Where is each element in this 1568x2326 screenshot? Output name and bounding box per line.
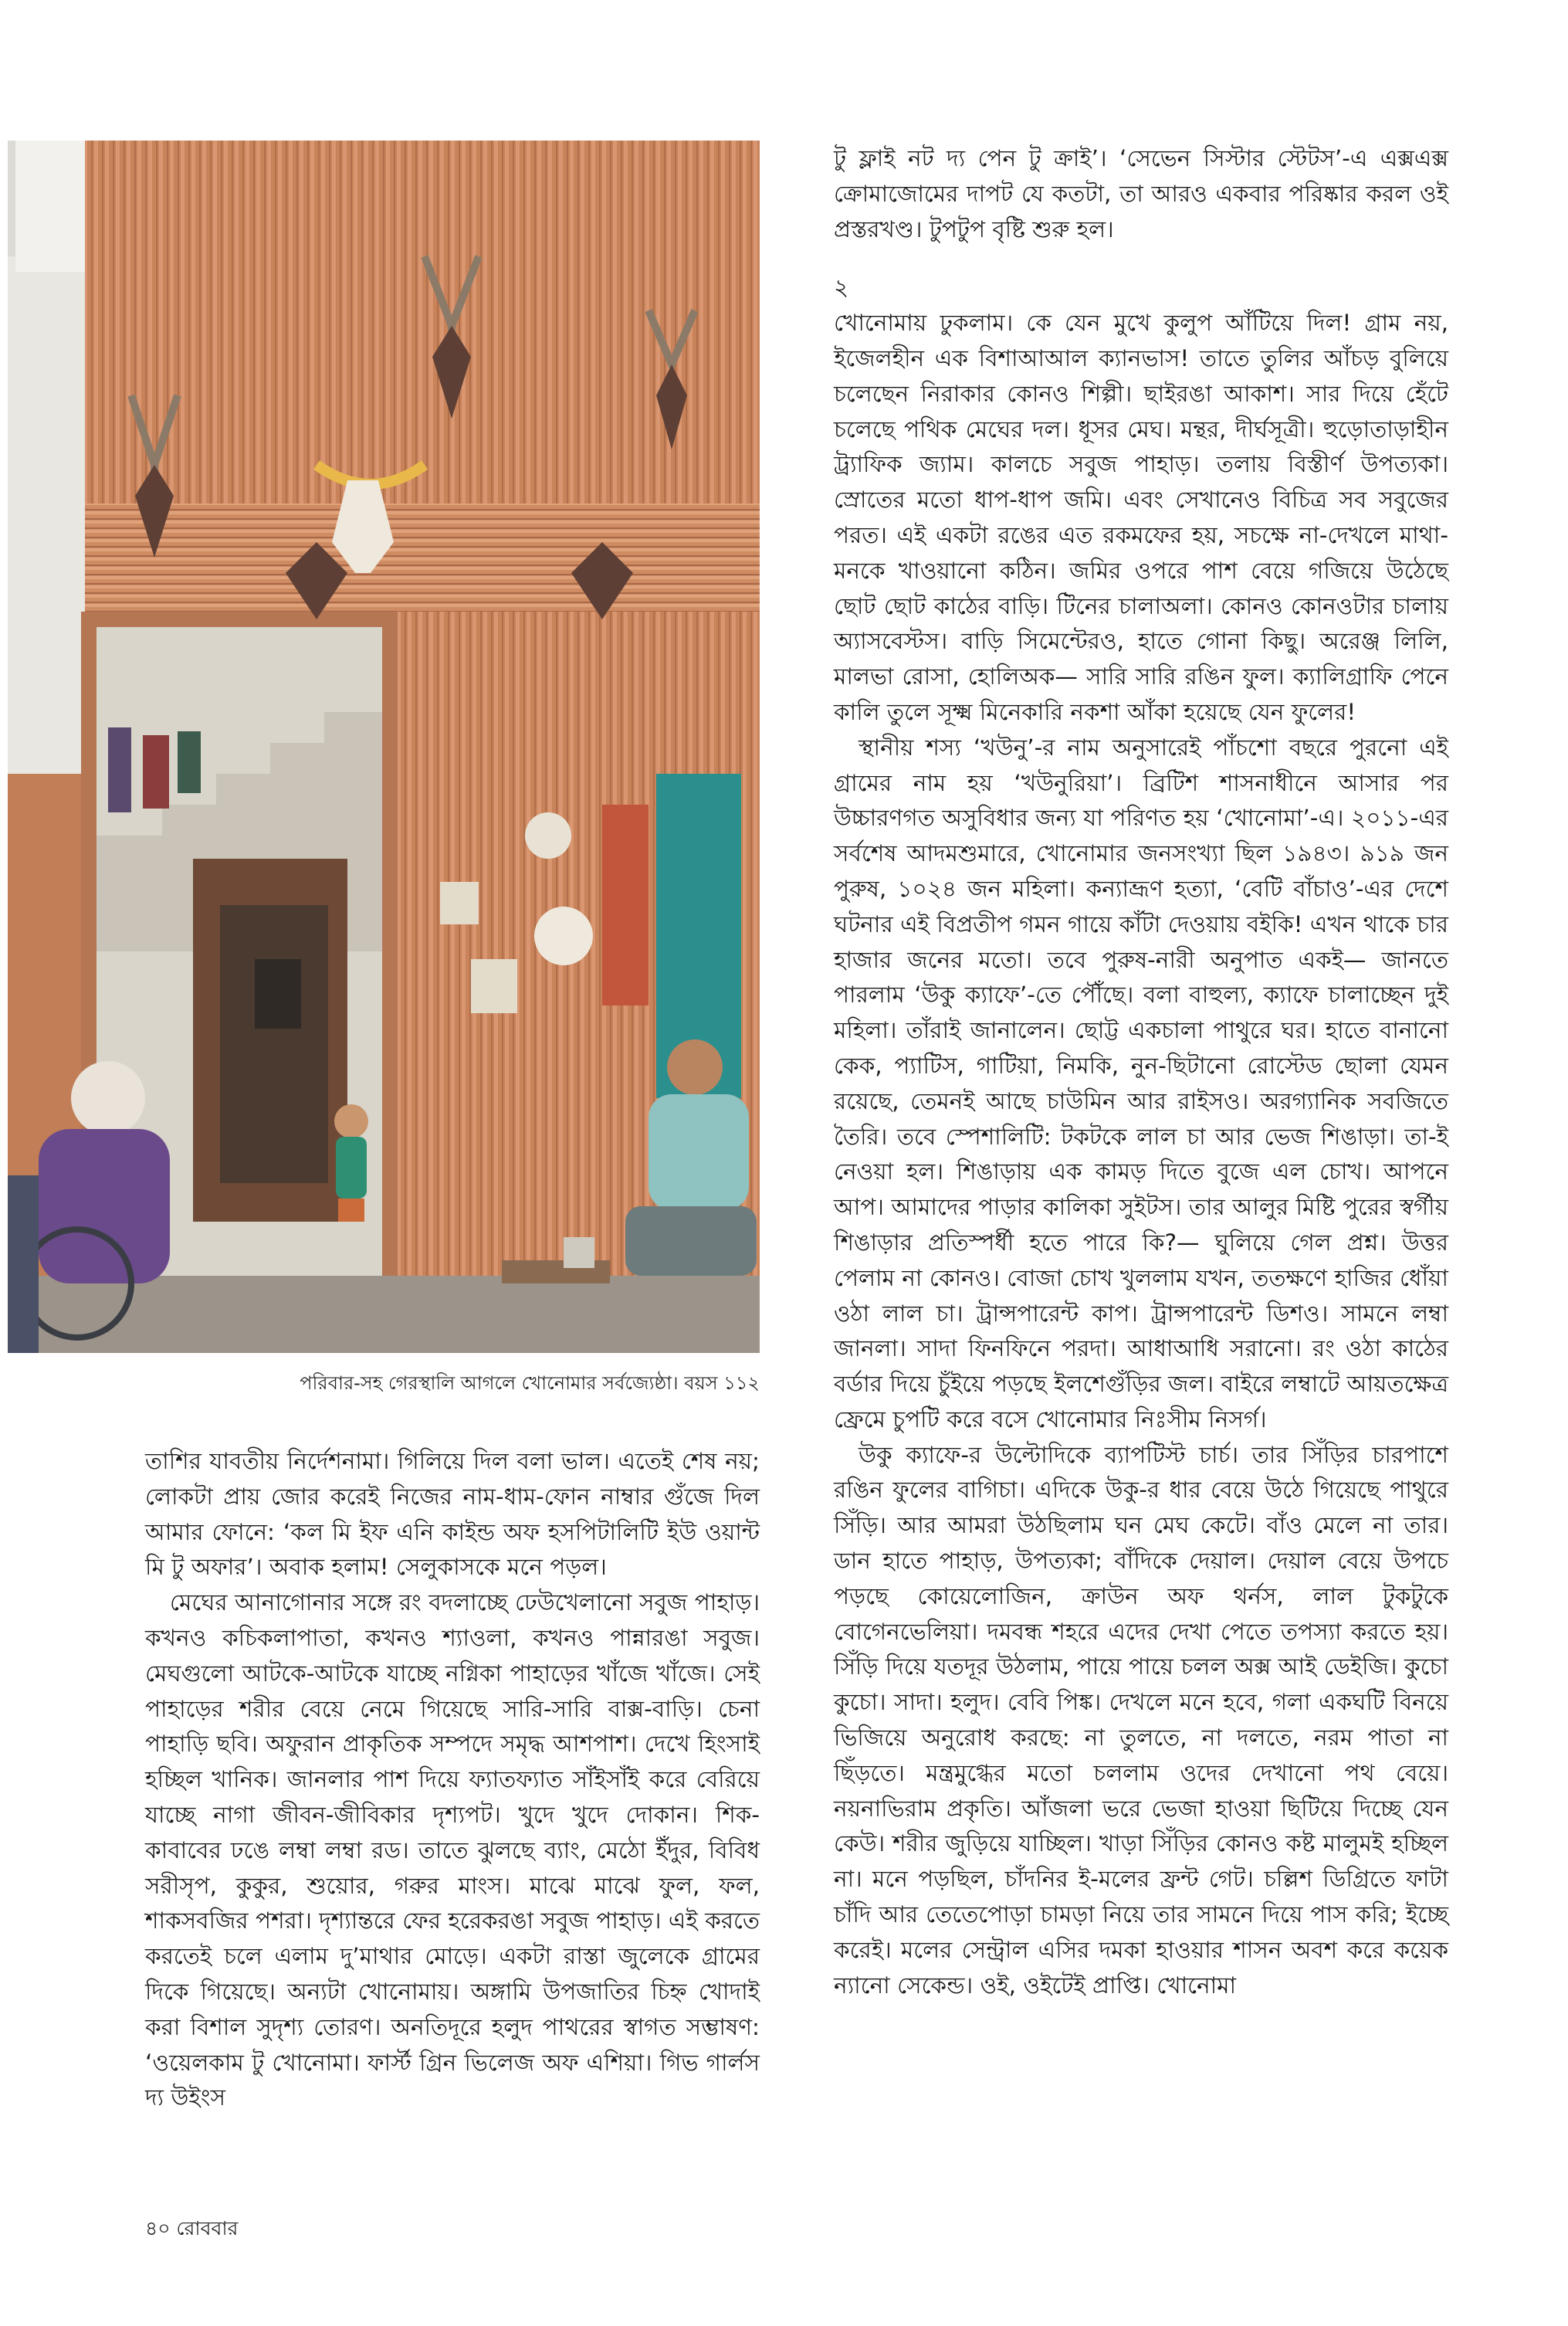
family-house-photo [8,141,760,1353]
left-paragraph-1: তাশির যাবতীয় নির্দেশনামা। গিলিয়ে দিল বলা ভাল। এতেই শেষ নয়; লোকটা প্রায় জোর করেই নিজের নাম-ধাম-ফোন নাম্বার গুঁজে দিল আমার ফোনে: ‘কল মি ইফ এনি কাইন্ড অফ হসপিটালিটি ইউ ওয়ান্ট মি টু অফার’। অবাক হলাম! সেলুকাসকে মনে পড়ল। [145,1448,760,1581]
photo-illustration [8,141,760,1353]
right-paragraph-3: স্থানীয় শস্য ‘খউনু’-র নাম অনুসারেই পাঁচশো বছরে পুরনো এই গ্রামের নাম হয় ‘খউনুরিয়া’। ব্রিটিশ শাসনাধীনে আসার পর উচ্চারণগত অসুবিধার জন্য যা পরিণত হয় ‘খোনোমা’-এ। ২০১১-এর সর্বশেষ আদমশুমারে, খোনোমার জনসংখ্যা ছিল ১৯৪৩। ৯১৯ জন পুরুষ, ১০২৪ জন মহিলা। কন্যাভ্রূণ হত্যা, ‘বেটি বাঁচাও’-এর দেশে ঘটনার এই বিপ্রতীপ গমন গায়ে কাঁটা দেওয়ায় বইকি! এখন থাকে চার হাজার জনের মতো। তবে পুরুষ-নারী অনুপাত একই— জানতে পারলাম ‘উকু ক্যাফে’-তে পৌঁছে। বলা বাহুল্য, ক্যাফে চালাচ্ছেন দুই মহিলা। তাঁরাই জানালেন। ছোট্ট একচালা পাথুরে ঘর। হাতে বানানো কেক, প্যাটিস, গাটিয়া, নিমকি, নুন-ছিটানো রোস্টেড ছোলা যেমন রয়েছে, তেমনই আছে চাউমিন আর রাইসও। অরগ্যানিক সবজিতে তৈরি। তবে স্পেশালিটি: টকটকে লাল চা আর ভেজ শিঙাড়া। তা-ই নেওয়া হল। শিঙাড়ায় এক কামড় দিতে বুজে এল চোখ। আপনে আপ। আমাদের পাড়ার কালিকা সুইটস। তার আলুর মিষ্টি পুরের স্বর্গীয় শিঙাড়ার প্রতিস্পর্ধী হতে পারে কি?— ঘুলিয়ে গেল প্রশ্ন। উত্তর পেলাম না কোনও। বোজা চোখ খুললাম যখন, ততক্ষণে হাজির ধোঁয়া ওঠা লাল চা। ট্রান্সপারেন্ট কাপ। ট্রান্সপারেন্ট ডিশও। সামনে লম্বা জানলা। সাদা ফিনফিনে পরদা। আধাআধি সরানো। রং ওঠা কাঠের বর্ডার দিয়ে চুঁইয়ে পড়ছে ইলশেগুঁড়ির জল। বাইরে লম্বাটে আয়তক্ষেত্র ফ্রেমে চুপটি করে বসে খোনোমার নিঃসীম নিসর্গ। [834,734,1448,1433]
page-folio: ৪০ রোববার [145,2217,239,2240]
right-text-column [834,141,1448,2003]
left-paragraph-2: মেঘের আনাগোনার সঙ্গে রং বদলাচ্ছে ঢেউখেলানো সবুজ পাহাড়। কখনও কচিকলাপাতা, কখনও শ্যাওলা, কখনও পান্নারঙা সবুজ। মেঘগুলো আটকে-আটকে যাচ্ছে নগ্নিকা পাহাড়ের খাঁজে খাঁজে। সেই পাহাড়ের শরীর বেয়ে নেমে গিয়েছে সারি-সারি বাক্স-বাড়ি। চেনা পাহাড়ি ছবি। অফুরান প্রাকৃতিক সম্পদে সমৃদ্ধ আশপাশ। দেখে হিংসাই হচ্ছিল খানিক। জানলার পাশ দিয়ে ফ্যাতফ্যাত সাঁইসাঁই করে বেরিয়ে যাচ্ছে নাগা জীবন-জীবিকার দৃশ্যপট। খুদে খুদে দোকান। শিক-কাবাবের ঢঙে লম্বা লম্বা রড। তাতে ঝুলছে ব্যাং, মেঠো ইঁদুর, বিবিধ সরীসৃপ, কুকুর, শুয়োর, গরুর মাংস। মাঝে মাঝে ফুল, ফল, শাকসবজির পশরা। দৃশ্যান্তরে ফের হরেকরঙা সবুজ পাহাড়। এই করতে করতেই চলে এলাম দু’মাথার মোড়ে। একটা রাস্তা জুলেকে গ্রামের দিকে গিয়েছে। অন্যটা খোনোমায়। অঙ্গামি উপজাতির চিহ্ন খোদাই করা বিশাল সুদৃশ্য তোরণ। অনতিদূরে হলুদ পাথরের স্বাগত সম্ভাষণ: ‘ওয়েলকাম টু খোনোমা। ফার্স্ট গ্রিন ভিলেজ অফ এশিয়া। গিভ গার্লস দ্য উইংস [145,1589,760,2111]
photo-caption: পরিবার-সহ গেরস্থালি আগলে খোনোমার সর্বজ্যেষ্ঠা। বয়স ১১২ [300,1372,760,1394]
section-number: ২ [834,274,849,301]
right-paragraph-4: উকু ক্যাফে-র উল্টোদিকে ব্যাপটিস্ট চার্চ। তার সিঁড়ির চারপাশে রঙিন ফুলের বাগিচা। এদিকে উকু-র ধার বেয়ে উঠে গিয়েছে পাথুরে সিঁড়ি। আর আমরা উঠছিলাম ঘন মেঘ কেটে। বাঁও মেলে না তার। ডান হাতে পাহাড়, উপত্যকা; বাঁদিকে দেয়াল। দেয়াল বেয়ে উপচে পড়ছে কোয়েলোজিন, ক্রাউন অফ থর্নস, লাল টুকটুকে বোগেনভেলিয়া। দমবন্ধ শহরে এদের দেখা পেতে তপস্যা করতে হয়। সিঁড়ি দিয়ে যতদূর উঠলাম, পায়ে পায়ে চলল অক্স আই ডেইজি। কুচো কুচো। সাদা। হলুদ। বেবি পিঙ্ক। দেখলে মনে হবে, গলা একঘটি বিনয়ে ভিজিয়ে অনুরোধ করছে: না তুলতে, না দলতে, নরম পাতা না ছিঁড়তে। মন্ত্রমুগ্ধের মতো চললাম ওদের দেখানো পথ বেয়ে। নয়নাভিরাম প্রকৃতি। আঁজলা ভরে ভেজা হাওয়া ছিটিয়ে দিচ্ছে যেন কেউ। শরীর জুড়িয়ে যাচ্ছিল। খাড়া সিঁড়ির কোনও কষ্ট মালুমই হচ্ছিল না। মনে পড়ছিল, চাঁদনির ই-মলের ফ্রন্ট গেট। চল্লিশ ডিগ্রিতে ফাটা চাঁদি আর তেতেপোড়া চামড়া নিয়ে তার সামনে দিয়ে পাস করি; ইচ্ছে করেই। মলের সেন্ট্রাল এসির দমকা হাওয়ার শাসন অবশ করে কয়েক ন্যানো সেকেন্ড। ওই, ওইটেই প্রাপ্তি। খোনোমা [834,1441,1448,1999]
left-text-column [145,1444,760,2116]
right-paragraph-2: খোনোমায় ঢুকলাম। কে যেন মুখে কুলুপ আঁটিয়ে দিল! গ্রাম নয়, ইজেলহীন এক বিশাআআল ক্যানভাস! তাতে তুলির আঁচড় বুলিয়ে চলেছেন নিরাকার কোনও শিল্পী। ছাইরঙা আকাশ। সার দিয়ে হেঁটে চলেছে পথিক মেঘের দল। ধূসর মেঘ। মন্থর, দীর্ঘসূত্রী। হুড়োতাড়াহীন ট্র্যাফিক জ্যাম। কালচে সবুজ পাহাড়। তলায় বিস্তীর্ণ উপত্যকা। স্রোতের মতো ধাপ-ধাপ জমি। এবং সেখানেও বিচিত্র সব সবুজের পরত। এই একটা রঙের এত রকমফের হয়, সচক্ষে না-দেখলে মাথা-মনকে খাওয়ানো কঠিন। জমির ওপরে পাশ বেয়ে গজিয়ে উঠেছে ছোট ছোট কাঠের বাড়ি। টিনের চালাঅলা। কোনও কোনওটার চালায় অ্যাসবেস্টস। বাড়ি সিমেন্টেরও, হাতে গোনা কিছু। অরেঞ্জ লিলি, মালভা রোসা, হোলিঅক— সারি সারি রঙিন ফুল। ক্যালিগ্রাফি পেনে কালি তুলে সূক্ষ্ম মিনেকারি নকশা আঁকা হয়েছে যেন ফুলের! [834,310,1448,725]
right-paragraph-1: টু ফ্লাই নট দ্য পেন টু ক্রাই’। ‘সেভেন সিস্টার স্টেটস’-এ এক্সএক্স ক্রোমাজোমের দাপট যে কতটা, তা আরও একবার পরিষ্কার করল ওই প্রস্তরখণ্ড। টুপটুপ বৃষ্টি শুরু হল। [834,145,1448,242]
